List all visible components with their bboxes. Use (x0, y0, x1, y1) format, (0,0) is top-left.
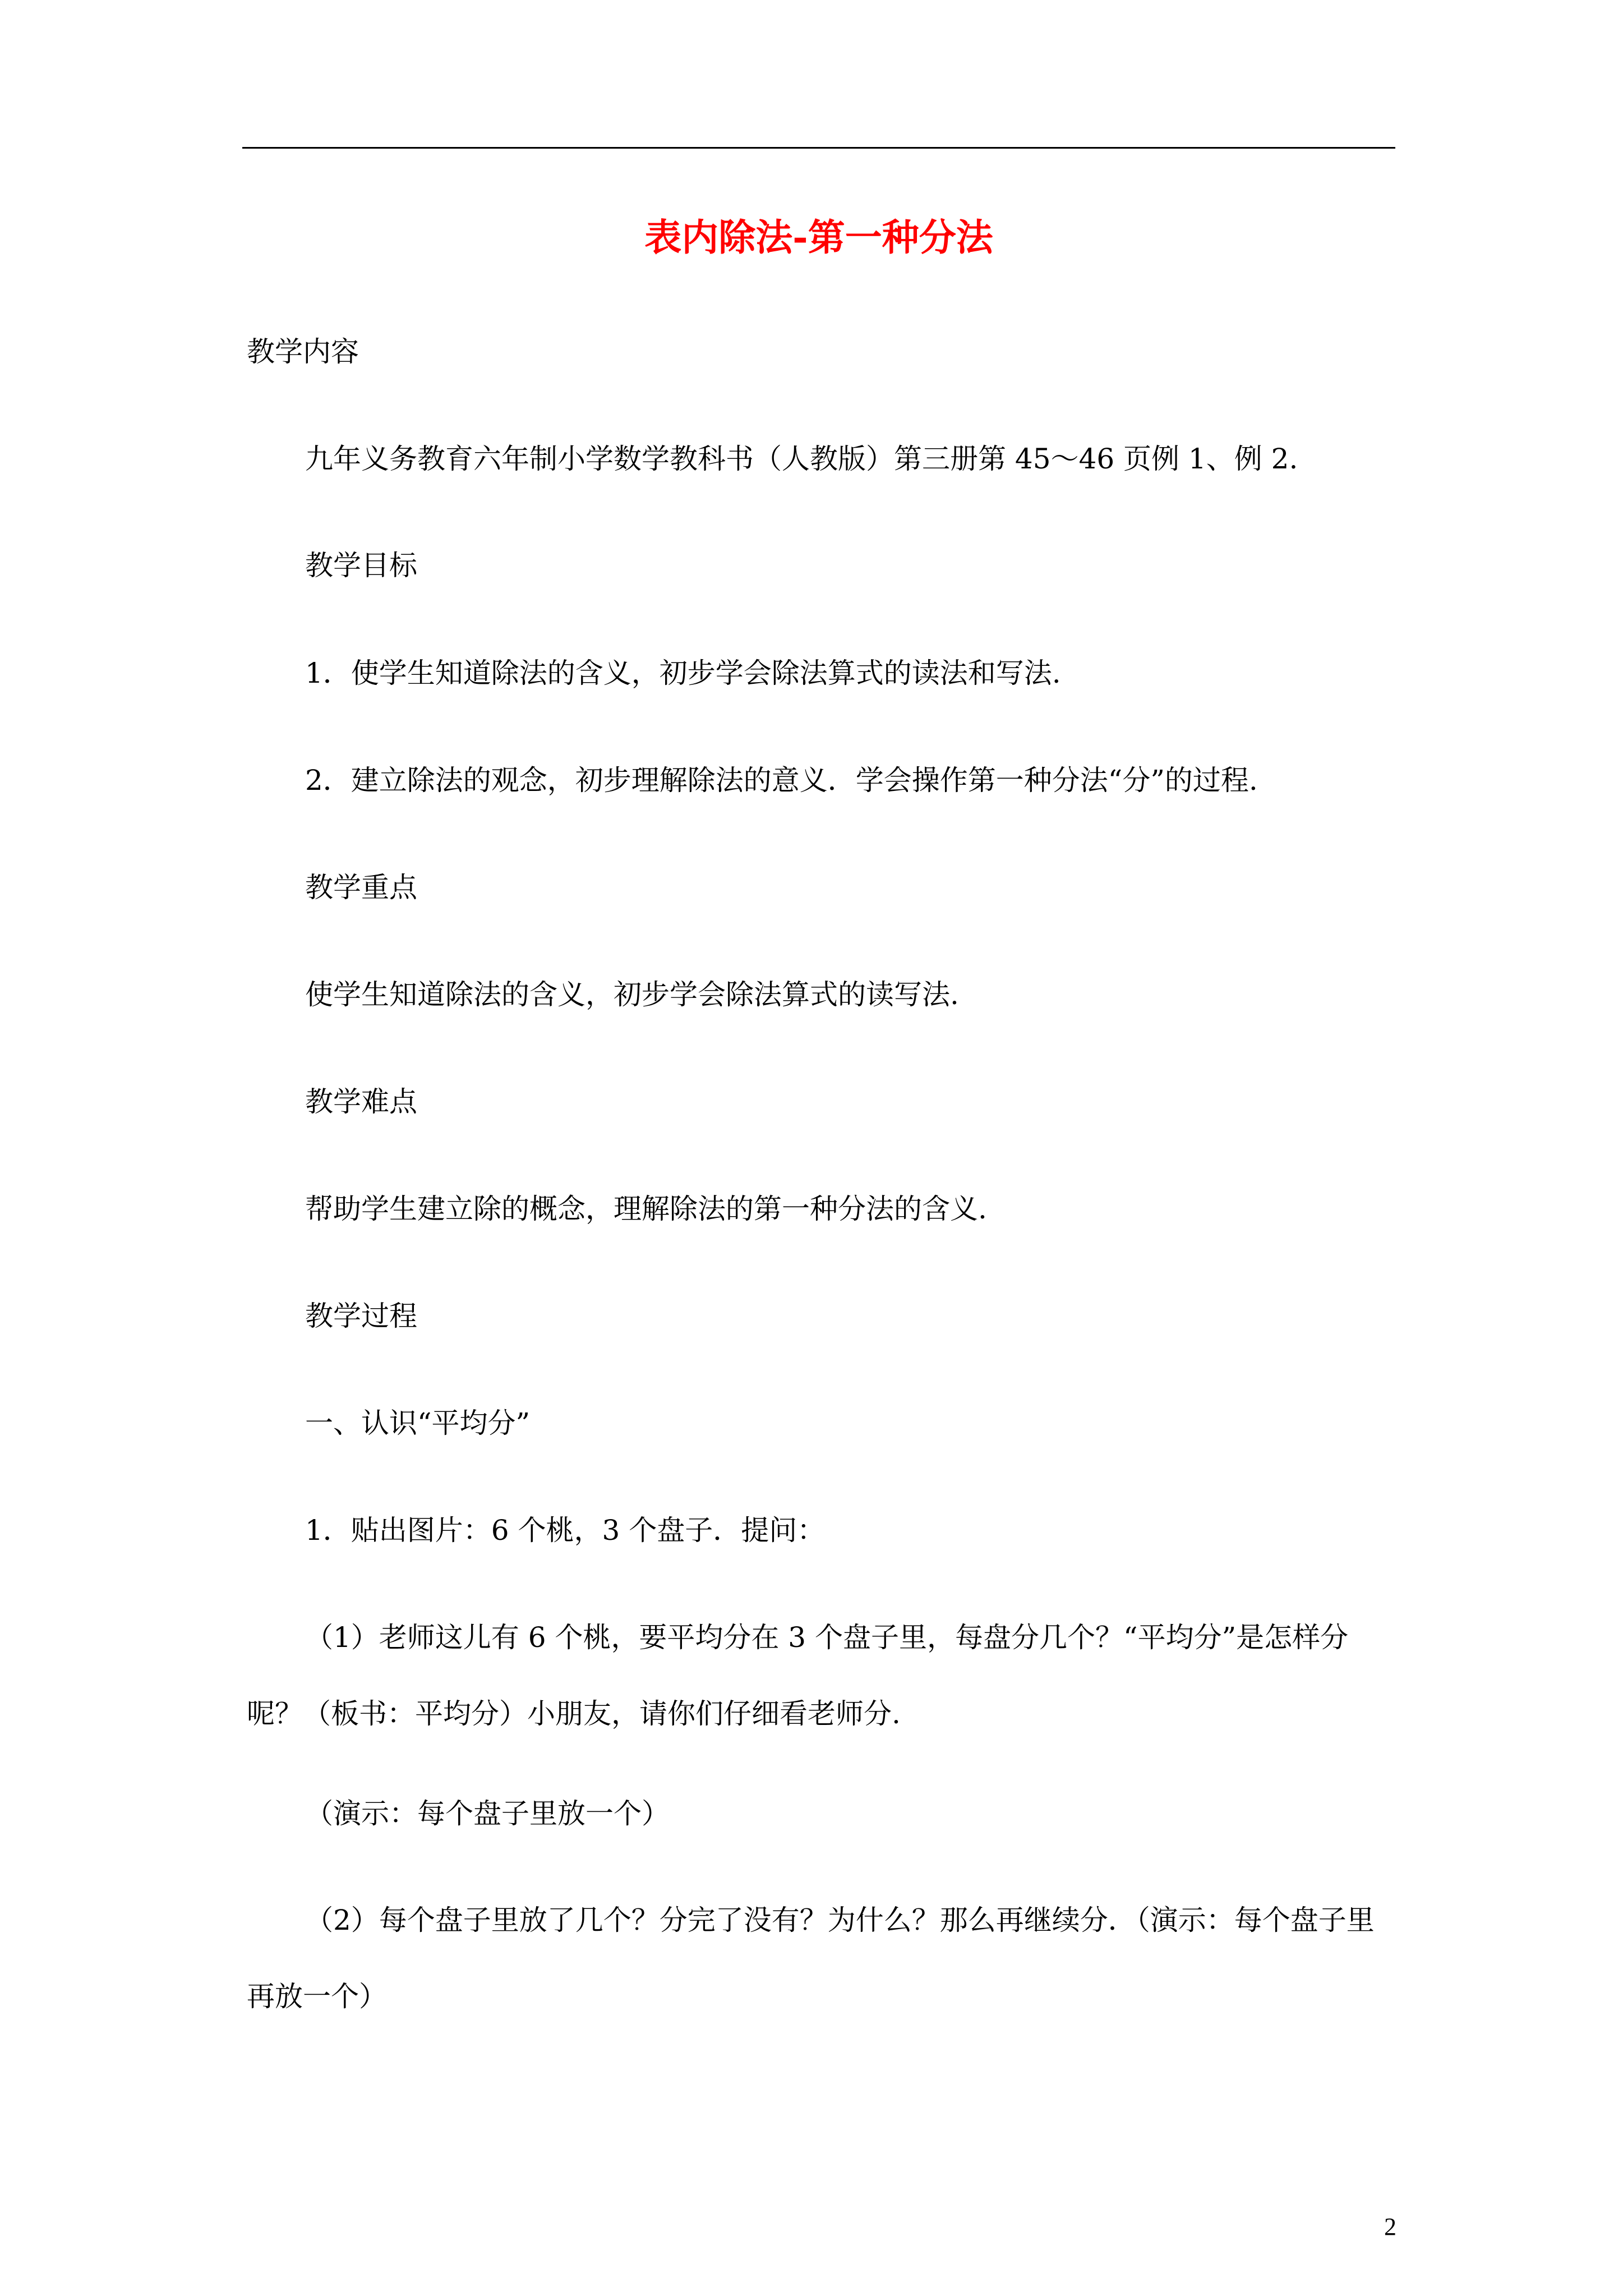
process-question-2: （2）每个盘子里放了几个？分完了没有？为什么？那么再继续分．（演示：每个盘子里再放一个） (247, 1904, 1375, 2013)
section-heading-key-points: 教学重点 (305, 871, 417, 904)
difficulties-text: 帮助学生建立除的概念，理解除法的第一种分法的含义. (305, 1193, 987, 1225)
objective-item-2: 2．建立除法的观念，初步理解除法的意义．学会操作第一种分法“分”的过程. (305, 764, 1258, 797)
objective-item-1: 1．使学生知道除法的含义，初步学会除法算式的读法和写法. (305, 657, 1061, 689)
section-heading-content: 教学内容 (247, 335, 359, 368)
document-title: 表内除法-第一种分法 (644, 215, 993, 259)
page-number: 2 (1384, 2213, 1396, 2240)
header-rule (242, 147, 1395, 149)
key-points-text: 使学生知道除法的含义，初步学会除法算式的读写法. (305, 978, 959, 1011)
section-heading-objectives: 教学目标 (305, 549, 417, 582)
content-text: 九年义务教育六年制小学数学教科书（人教版）第三册第 45～46 页例 1、例 2. (305, 443, 1298, 475)
process-question-1: （1）老师这儿有 6 个桃，要平均分在 3 个盘子里，每盘分几个？“平均分”是怎样分呢？（板书：平均分）小朋友，请你们仔细看老师分. (247, 1621, 1349, 1730)
process-part-1-heading: 一、认识“平均分” (305, 1407, 531, 1439)
section-heading-difficulties: 教学难点 (305, 1085, 417, 1118)
section-heading-process: 教学过程 (305, 1300, 417, 1332)
demo-note-1: （演示：每个盘子里放一个） (305, 1797, 670, 1830)
process-step-1: 1．贴出图片：6 个桃，3 个盘子．提问： (305, 1514, 826, 1547)
